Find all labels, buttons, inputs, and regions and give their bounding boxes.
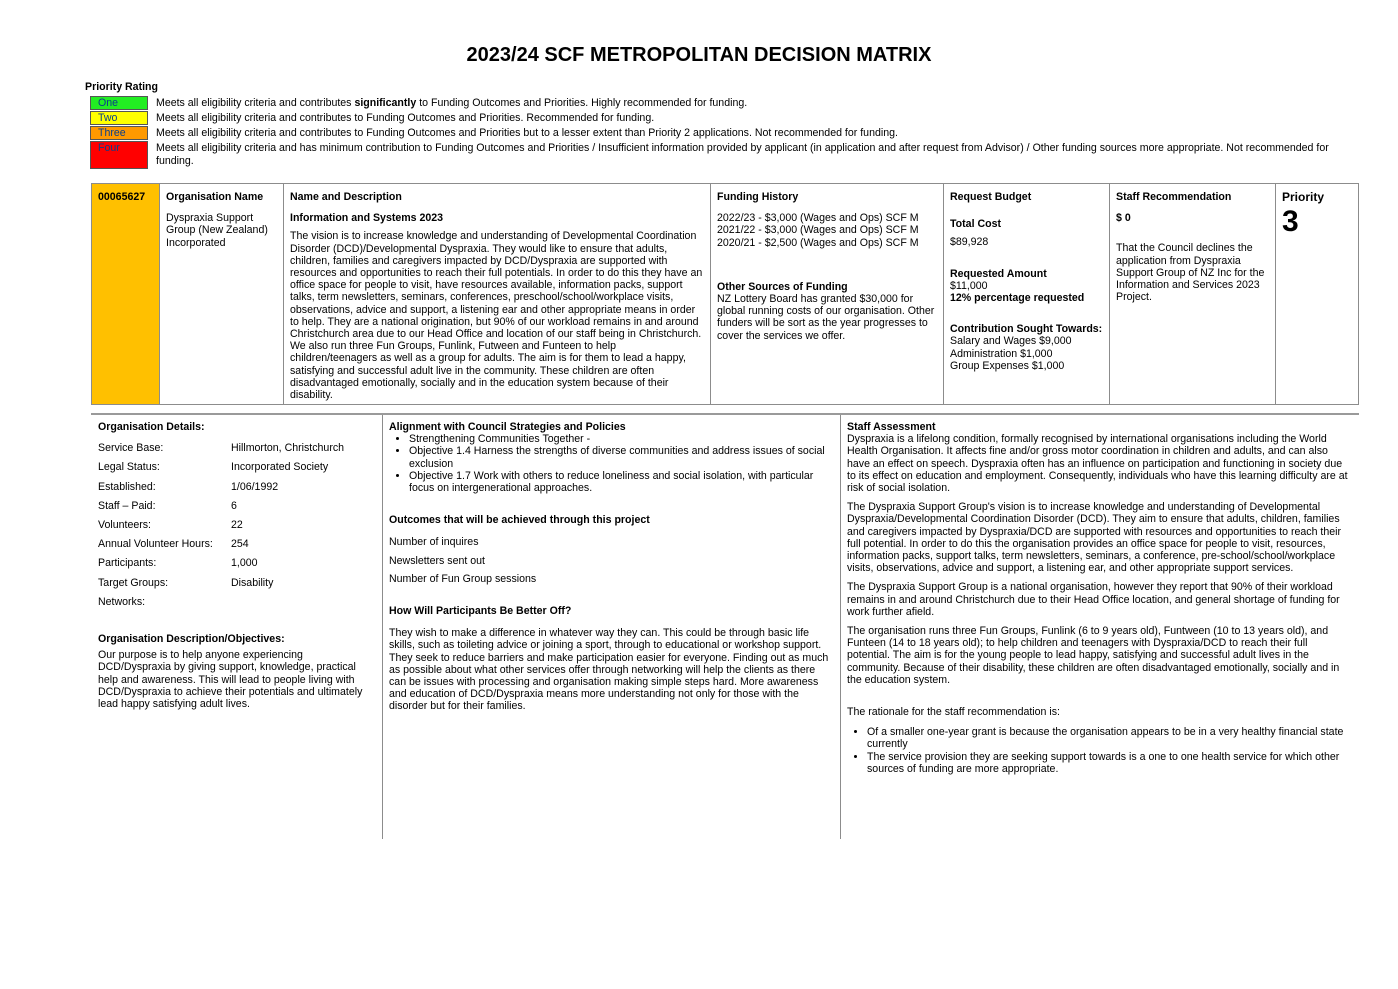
other-sources-text: NZ Lottery Board has granted $30,000 for global running costs of our organisation. Other funders will be sort as the year progresses to cover the services we offer. bbox=[717, 293, 935, 342]
legend-label-one: One bbox=[90, 96, 148, 110]
requested-amount-label: Requested Amount bbox=[950, 267, 1047, 280]
rationale-list bbox=[847, 726, 1353, 775]
rationale-item: • Of a smaller one-year grant is because the organisation appears to be in a very healthy financial state currently bbox=[867, 726, 1353, 750]
better-off-heading: How Will Participants Be Better Off? bbox=[389, 605, 572, 618]
legend-desc-four: Meets all eligibility criteria and has minimum contribution to Funding Outcomes and Priorities / Insufficient information provided by applicant (in application and after request from Advisor) / Other funding sources more appropriate. Not recommended for funding. bbox=[156, 142, 1329, 167]
alignment-section bbox=[389, 421, 831, 713]
column-divider bbox=[840, 415, 841, 839]
organisation-description-text: Our purpose is to help anyone experiencing DCD/Dyspraxia by giving support, knowledge, practical help and awareness. This will lead to people living with DCD/Dyspraxia to achieve their potentials and ultimately lead happy satisfying adult lives. bbox=[98, 649, 363, 711]
organisation-details-heading: Organisation Details: bbox=[98, 421, 205, 433]
organisation-name: Dyspraxia Support Group (New Zealand) Incorporated bbox=[166, 212, 268, 249]
total-cost-value: $89,928 bbox=[950, 236, 989, 249]
outcomes-heading: Outcomes that will be achieved through this project bbox=[389, 514, 650, 527]
contribution-item: Administration $1,000 bbox=[950, 347, 1053, 360]
detail-key: Networks: bbox=[98, 595, 146, 608]
legend-row-three bbox=[90, 126, 1350, 141]
detail-row bbox=[98, 557, 344, 576]
assessment-paragraph: The organisation runs three Fun Groups, Funlink (6 to 9 years old), Funtween (10 to 13 years old), and Funteen (14 to 18 years old); to help children and teenagers with Dyspraxia/DCD to reach their full potential. The aim is for the young people to lead happy, satisfying and successful adult lives in the community. Because of their disability, these children are often disadvantaged emotionally, socially and in the education system. bbox=[847, 625, 1340, 686]
detail-row bbox=[98, 538, 344, 557]
legend-label-four: Four bbox=[90, 141, 148, 169]
staff-assessment-section bbox=[847, 421, 1353, 775]
detail-value: 1/06/1992 bbox=[231, 480, 279, 493]
legend-desc-one-bold: significantly bbox=[354, 97, 417, 109]
requested-amount-value: $11,000 bbox=[950, 279, 988, 292]
outcome-item: Newsletters sent out bbox=[389, 554, 485, 567]
detail-row bbox=[98, 577, 344, 596]
section-divider bbox=[91, 413, 1359, 415]
organisation-name-heading: Organisation Name bbox=[166, 191, 264, 203]
detail-row bbox=[98, 442, 344, 461]
assessment-paragraph: The Dyspraxia Support Group's vision is to increase knowledge and understanding of Developmental Dyspraxia/Developmental Coordination Disorder (DCD). They aim to ensure that adults, children, families and caregivers impacted by Dyspraxia/DCD are supported with resources and opportunities to reach their full potential. In order to do this the organisation provides an office space for people to visit, resources, information packs, support talks, term newsletters, seminars, a conference, pre-school/school/workplace visits, observations, advice and support, a listening ear, and other appropriate support services. bbox=[847, 501, 1342, 575]
project-description: The vision is to increase knowledge and understanding of Developmental Coordination Disorder (DCD)/Developmental Dyspraxia. They would like to ensure that adults, children, families and caregivers impacted by DCD/Dyspraxia are supported with resources and opportunities to reach their full potentials. In order to do this they have an office space for people to visit, have resources available, information packs, support talks, term newsletters, seminars, conferences, preschool/school/workplace visits, observations, advice and support, a listening ear and other appropriate means in order to help. They are a national origination, but 90% of our workload remains in and around Christchurch area due to our Head Office and location of our staff being in Christchurch. We also run three Fun Groups, Funlink, Futween and Funteen to help children/teenagers as well as a group for adults. The aim is for them to lead a happy, satisfying and successful adult live in the community. These children are often disadvantaged emotionally, socially and in the education system because of their disability. bbox=[290, 230, 703, 402]
priority-value: 3 bbox=[1282, 205, 1299, 239]
detail-value: Incorporated Society bbox=[231, 461, 329, 474]
rationale-item: • The service provision they are seeking support towards is a one to one health service for which other sources of funding are more appropriate. bbox=[867, 751, 1353, 775]
detail-key: Legal Status: bbox=[98, 461, 160, 474]
better-off-text: They wish to make a difference in whatever way they can. This could be through basic life skills, such as toileting advice or joining a sport, through to educational or workshop support. They seek to reduce barriers and make participation easier for everyone. Finding out as much as possible about what other services offer through networking will help the clients as there can be issues with processing and organisation making simple steps hard. More awareness and education of DCD/Dyspraxia means more understanding not only for those with the disorder but for their families. bbox=[389, 627, 829, 713]
project-name: Information and Systems 2023 bbox=[290, 212, 444, 225]
contribution-item: Salary and Wages $9,000 bbox=[950, 335, 1072, 348]
detail-value: 1,000 bbox=[231, 557, 258, 570]
name-description-heading: Name and Description bbox=[290, 191, 402, 203]
detail-row bbox=[98, 596, 344, 615]
priority-cell bbox=[1276, 184, 1358, 404]
detail-row bbox=[98, 461, 344, 480]
legend-desc-two: Meets all eligibility criteria and contributes to Funding Outcomes and Priorities. Recommended for funding. bbox=[156, 112, 655, 124]
priority-heading: Priority bbox=[1282, 190, 1325, 204]
decision-matrix bbox=[91, 183, 1359, 405]
detail-key: Annual Volunteer Hours: bbox=[98, 538, 213, 551]
organisation-details-section bbox=[98, 421, 370, 710]
funding-history-line: 2021/22 - $3,000 (Wages and Ops) SCF M bbox=[717, 224, 919, 237]
rationale-intro: The rationale for the staff recommendation is: bbox=[847, 706, 1060, 719]
detail-value: Hillmorton, Christchurch bbox=[231, 442, 345, 455]
alignment-heading: Alignment with Council Strategies and Policies bbox=[389, 421, 626, 433]
staff-recommendation-text: That the Council declines the application from Dyspraxia Support Group of NZ Inc for the Information and Services 2023 Project. bbox=[1116, 242, 1265, 304]
detail-value: 22 bbox=[231, 519, 243, 532]
alignment-item: • Objective 1.7 Work with others to reduce loneliness and social isolation, with particular focus on intergenerational approaches. bbox=[409, 470, 831, 494]
legend-label-two: Two bbox=[90, 111, 148, 125]
staff-recommendation-cell bbox=[1110, 184, 1276, 404]
legend-row-two bbox=[90, 111, 1350, 126]
funding-history-heading: Funding History bbox=[717, 191, 799, 203]
outcome-item: Number of inquires bbox=[389, 536, 479, 549]
detail-value: Disability bbox=[231, 576, 274, 589]
detail-value: 6 bbox=[231, 499, 237, 512]
legend-label-three: Three bbox=[90, 126, 148, 140]
funding-history-line: 2022/23 - $3,000 (Wages and Ops) SCF M bbox=[717, 212, 919, 225]
detail-key: Volunteers: bbox=[98, 519, 152, 532]
legend-row-four bbox=[90, 141, 1350, 170]
detail-key: Service Base: bbox=[98, 442, 164, 455]
contribution-label: Contribution Sought Towards: bbox=[950, 323, 1103, 336]
legend-desc-one-post: to Funding Outcomes and Priorities. Highly recommended for funding. bbox=[416, 97, 748, 109]
staff-assessment-heading: Staff Assessment bbox=[847, 421, 936, 433]
staff-recommendation-amount: $ 0 bbox=[1116, 212, 1131, 225]
column-divider bbox=[382, 415, 383, 839]
organisation-description-heading: Organisation Description/Objectives: bbox=[98, 633, 285, 646]
contribution-item: Group Expenses $1,000 bbox=[950, 359, 1065, 372]
detail-value bbox=[231, 596, 344, 615]
name-description-cell bbox=[284, 184, 711, 404]
assessment-paragraph: The Dyspraxia Support Group is a national organisation, however they report that 90% of their workload remains in and around Christchurch due to their Head Office location, and general shortage of funding for work further afield. bbox=[847, 581, 1340, 618]
request-budget-heading: Request Budget bbox=[950, 191, 1032, 203]
legend-desc-three: Meets all eligibility criteria and contributes to Funding Outcomes and Priorities but to a lesser extent than Priority 2 applications. Not recommended for funding. bbox=[156, 127, 898, 139]
detail-key: Staff – Paid: bbox=[98, 499, 156, 512]
detail-key: Established: bbox=[98, 480, 156, 493]
detail-key: Target Groups: bbox=[98, 576, 169, 589]
staff-recommendation-heading: Staff Recommendation bbox=[1116, 191, 1232, 203]
application-id: 00065627 bbox=[98, 191, 146, 203]
outcome-item: Number of Fun Group sessions bbox=[389, 572, 537, 585]
detail-key: Participants: bbox=[98, 557, 157, 570]
other-sources-heading: Other Sources of Funding bbox=[717, 280, 848, 293]
legend-desc-one-pre: Meets all eligibility criteria and contributes bbox=[156, 97, 355, 109]
funding-history-cell bbox=[711, 184, 944, 404]
detail-value: 254 bbox=[231, 538, 249, 551]
detail-row bbox=[98, 481, 344, 500]
priority-rating-heading: Priority Rating bbox=[85, 81, 158, 93]
request-budget-cell bbox=[944, 184, 1110, 404]
application-id-cell bbox=[92, 184, 160, 404]
page-title: 2023/24 SCF METROPOLITAN DECISION MATRIX bbox=[466, 44, 932, 66]
funding-history-line: 2020/21 - $2,500 (Wages and Ops) SCF M bbox=[717, 236, 919, 249]
organisation-name-cell bbox=[160, 184, 284, 404]
assessment-paragraph: Dyspraxia is a lifelong condition, formally recognised by international organisations including the World Health Organisation. It affects fine and/or gross motor coordination in children and adults, and can also have an effect on speech. Dyspraxia often has an influence on participation and functioning in society due to its effect on education and employment. Consequently, individuals who have this learning difficulty are at risk of social isolation. bbox=[847, 433, 1348, 495]
alignment-item: • Objective 1.4 Harness the strengths of diverse communities and address issues of social exclusion bbox=[409, 445, 831, 469]
organisation-details-table bbox=[98, 442, 344, 615]
percentage-requested: 12% percentage requested bbox=[950, 292, 1085, 305]
detail-row bbox=[98, 519, 344, 538]
detail-row bbox=[98, 500, 344, 519]
legend-desc-one bbox=[148, 96, 1350, 110]
alignment-item: • Strengthening Communities Together - bbox=[409, 433, 831, 445]
alignment-list bbox=[389, 433, 831, 494]
priority-legend bbox=[90, 96, 1350, 170]
total-cost-label: Total Cost bbox=[950, 218, 1002, 231]
legend-row-one bbox=[90, 96, 1350, 111]
